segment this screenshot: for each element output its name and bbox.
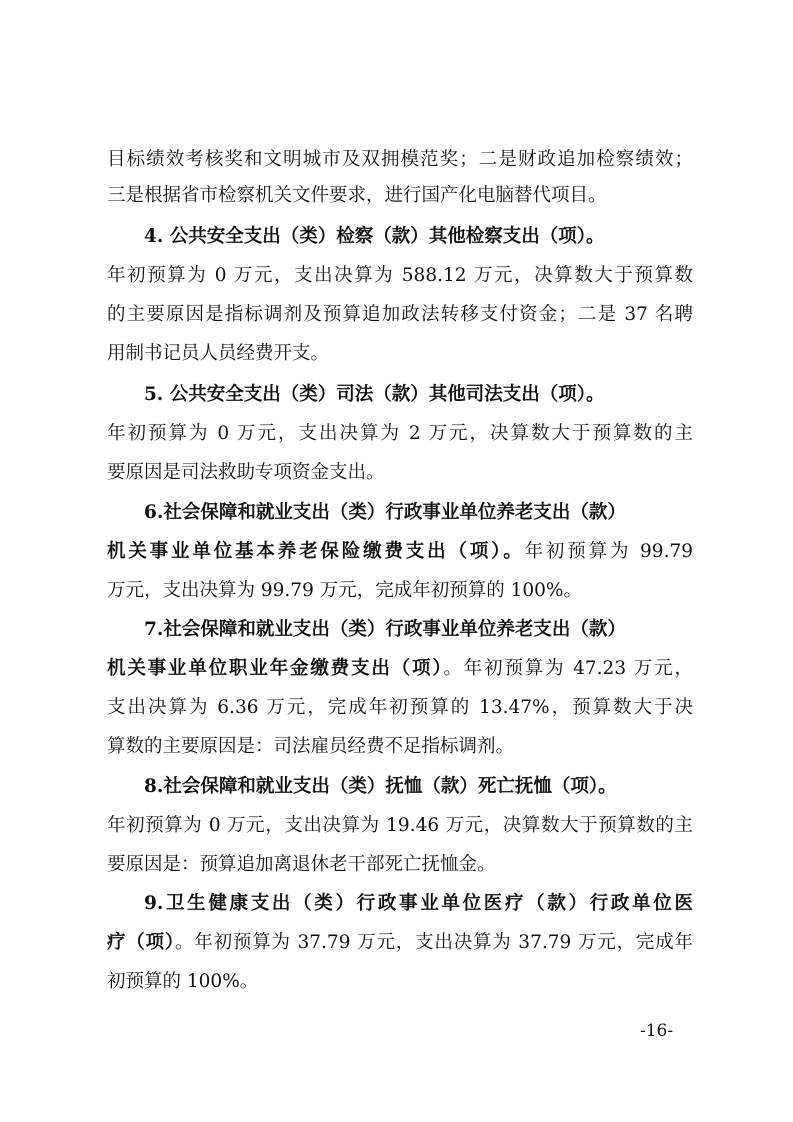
- text-line: [107, 930, 693, 956]
- bold-heading-text: 6.社会保障和就业支出（类）行政事业单位养老支出（款）: [144, 502, 626, 523]
- bold-heading-text: 疗（项）: [107, 932, 175, 953]
- text-line: [107, 578, 693, 604]
- text-line: [107, 460, 693, 486]
- text-line: [144, 224, 693, 250]
- body-text: 要原因是司法救助专项资金支出。: [107, 462, 385, 483]
- body-text: 。年初预算为 47.23 万元，: [443, 658, 693, 679]
- text-line: [107, 813, 693, 839]
- text-line: [107, 302, 693, 328]
- body-text: 年初预算为 99.79: [524, 541, 693, 562]
- bold-heading-text: 4. 公共安全支出（类）检察（款）其他检察支出（项）。: [144, 226, 605, 247]
- bold-heading-text: 9.卫生健康支出（类）行政事业单位医疗（款）行政单位医: [144, 893, 693, 914]
- body-text: 万元，支出决算为 99.79 万元，完成年初预算的 100%。: [107, 580, 582, 601]
- body-text: 的主要原因是指标调剂及预算追加政法转移支付资金；二是 37 名聘: [107, 304, 693, 325]
- text-line: [144, 774, 693, 800]
- text-line: [107, 147, 693, 173]
- bold-heading-text: 7.社会保障和就业支出（类）行政事业单位养老支出（款）: [144, 619, 626, 640]
- text-line: [107, 183, 693, 209]
- body-text: 。年初预算为 37.79 万元，支出决算为 37.79 万元，完成年: [174, 932, 693, 953]
- body-text: 初预算的 100%。: [107, 971, 259, 992]
- text-line: [144, 617, 693, 643]
- text-line: [107, 852, 693, 878]
- body-text: 目标绩效考核奖和文明城市及双拥模范奖；二是财政追加检察绩效；: [107, 149, 693, 170]
- text-line: [144, 500, 693, 526]
- bold-heading-text: 8.社会保障和就业支出（类）抚恤（款）死亡抚恤（项）。: [144, 776, 617, 797]
- body-text: 年初预算为 0 万元，支出决算为 19.46 万元，决算数大于预算数的主: [107, 815, 693, 836]
- text-line: [107, 341, 693, 367]
- text-line: [107, 656, 693, 682]
- bold-heading-text: 机关事业单位基本养老保险缴费支出（项）。: [107, 541, 525, 562]
- text-line: [107, 539, 693, 565]
- bold-heading-text: 机关事业单位职业年金缴费支出（项）: [107, 658, 444, 679]
- body-text: 年初预算为 0 万元，支出决算为 2 万元，决算数大于预算数的主: [107, 423, 693, 444]
- text-line: [107, 421, 693, 447]
- text-line: [107, 734, 693, 760]
- body-text: 算数的主要原因是：司法雇员经费不足指标调剂。: [107, 736, 515, 757]
- body-text: 要原因是：预算追加离退休老干部死亡抚恤金。: [107, 854, 496, 875]
- body-text: 三是根据省市检察机关文件要求，进行国产化电脑替代项目。: [107, 185, 607, 206]
- body-text: 支出决算为 6.36 万元，完成年初预算的 13.47%，预算数大于决: [107, 697, 693, 718]
- text-line: [107, 695, 693, 721]
- body-text: 年初预算为 0 万元，支出决算为 588.12 万元，决算数大于预算数: [107, 265, 693, 286]
- bold-heading-text: 5. 公共安全支出（类）司法（款）其他司法支出（项）。: [144, 384, 605, 405]
- text-line: [107, 263, 693, 289]
- body-text: 用制书记员人员经费开支。: [107, 343, 330, 364]
- text-line: [144, 891, 693, 917]
- page-number: -16-: [640, 1021, 674, 1041]
- text-line: [107, 969, 693, 995]
- text-line: [144, 382, 693, 408]
